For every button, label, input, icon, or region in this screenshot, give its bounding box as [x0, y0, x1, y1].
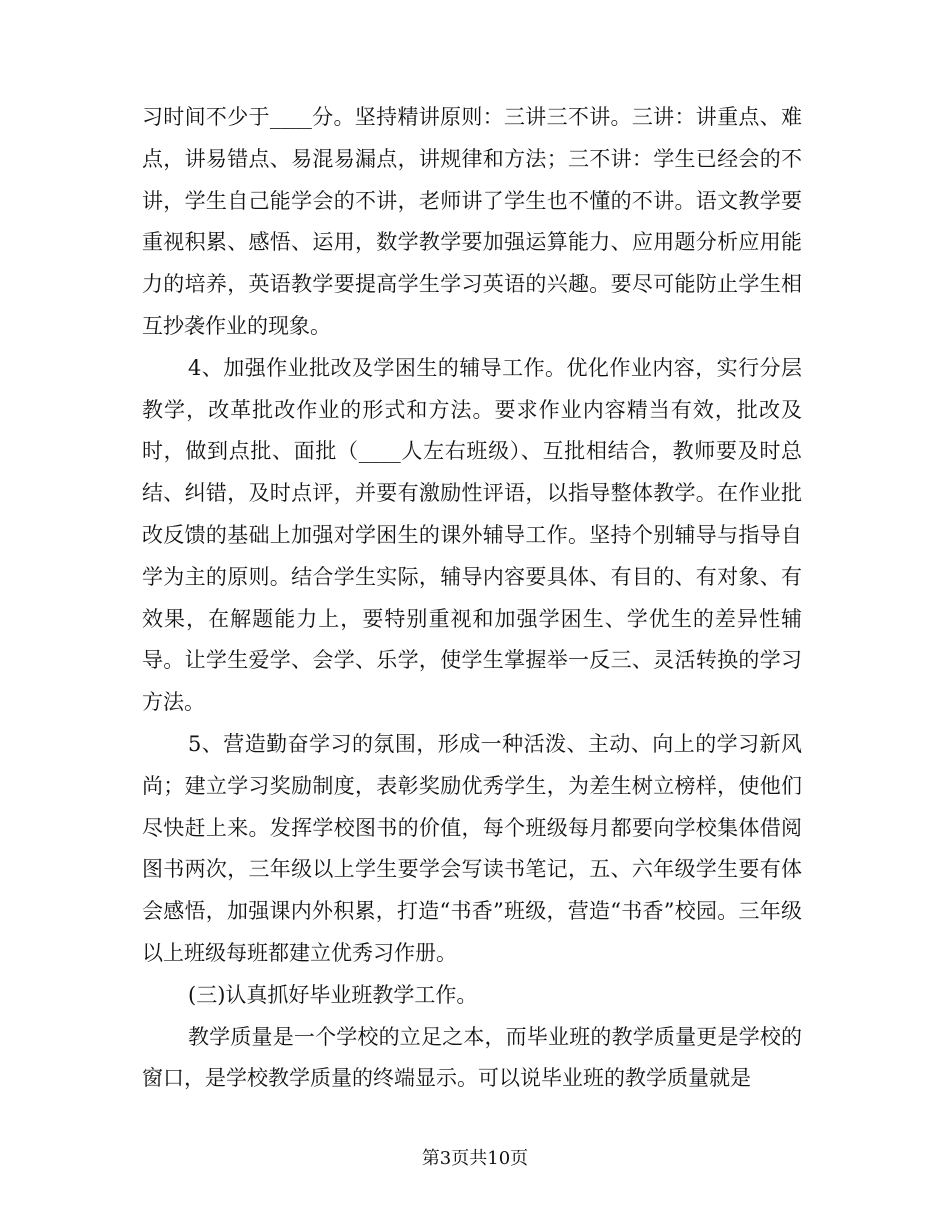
paragraph-item-4: 4、加强作业批改及学困生的辅导工作。优化作业内容，实行分层教学，改革批改作业的形式和方法。要求作业内容精当有效，批改及时，做到点批、面批（____人左右班级）、互批相结合，教师要及时总结、纠错，及时点评，并要有激励性评语，以指导整体教学。在作业批改反馈的基础上加强对学困生的课外辅导工作。坚持个别辅导与指导自学为主的原则。结合学生实际，辅导内容要具体、有目的、有对象、有效果，在解题能力上，要特别重视和加强学困生、学优生的差异性辅导。让学生爱学、会学、乐学，使学生掌握举一反三、灵活转换的学习方法。 [142, 355, 802, 715]
paragraph-continuation: 习时间不少于____分。坚持精讲原则：三讲三不讲。三讲：讲重点、难点，讲易错点、易混易漏点，讲规律和方法；三不讲：学生已经会的不讲，学生自己能学会的不讲，老师讲了学生也不懂的不讲。语文教学要重视积累、感悟、运用，数学教学要加强运算能力、应用题分析应用能力的培养，英语教学要提高学生学习英语的兴趣。要尽可能防止学生相互抄袭作业的现象。 [142, 105, 802, 338]
page-number: 第3页共10页 [421, 1148, 529, 1169]
paragraph-graduating-class: 教学质量是一个学校的立足之本，而毕业班的教学质量更是学校的窗口，是学校教学质量的终端显示。可以说毕业班的教学质量就是 [142, 1024, 802, 1091]
body-text [142, 97, 802, 1100]
section-heading-3: (三)认真抓好毕业班教学工作。 [188, 982, 478, 1007]
paragraph-item-5: 5、营造勤奋学习的氛围，形成一种活泼、主动、向上的学习新风尚；建立学习奖励制度，表彰奖励优秀学生，为差生树立榜样，使他们尽快赶上来。发挥学校图书的价值，每个班级每月都要向学校集体借阅图书两次，三年级以上学生要学会写读书笔记，五、六年级学生要有体会感悟，加强课内外积累，打造“书香”班级，营造“书香”校园。三年级以上班级每班都建立优秀习作册。 [142, 731, 802, 965]
